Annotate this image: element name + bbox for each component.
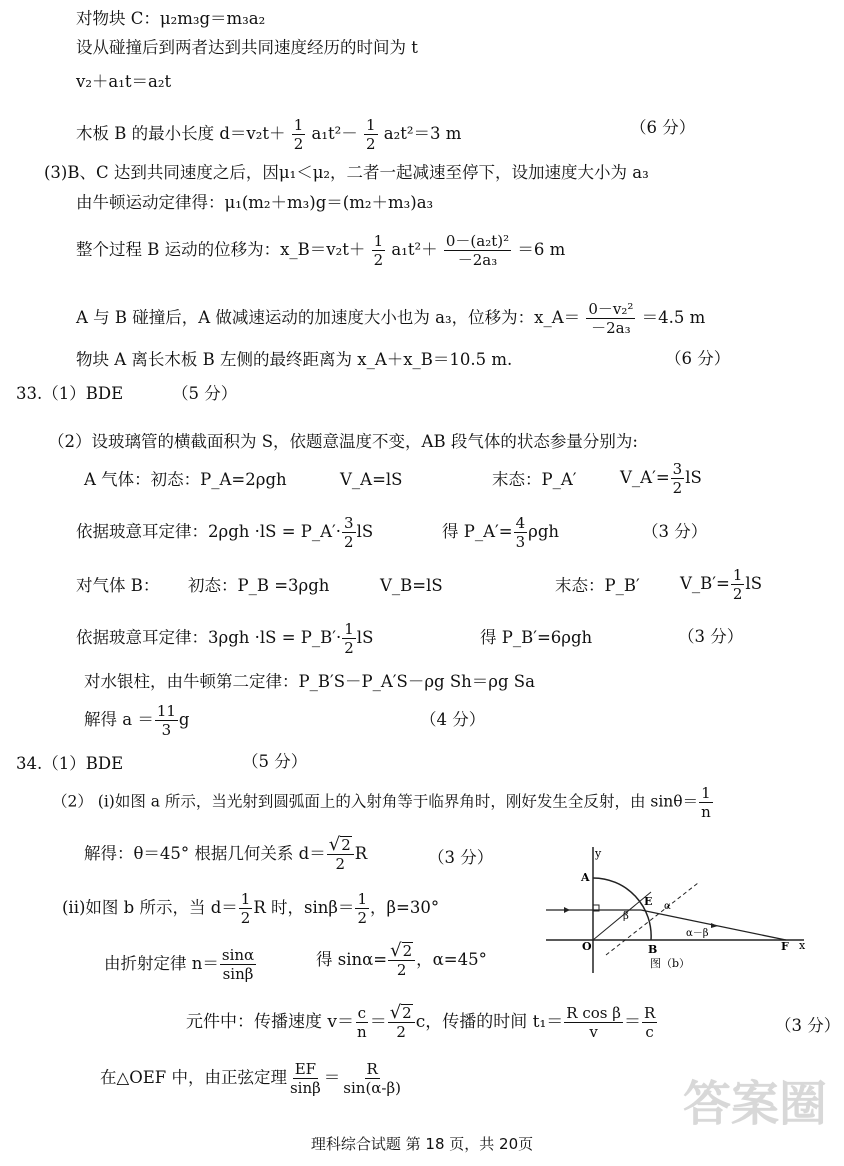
sin-alpha: 得 sinα= √ 2 2 ，α=45° [316,940,487,979]
eq-common-velocity: v₂＋a₁t＝a₂t [76,72,172,91]
frac-v2sq: $\frac{\text{0－v₂²}}{\text{－2a₃}}$ [588,300,634,337]
q33-part2-intro: （2）设玻璃管的横截面积为 S，依题意温度不变，AB 段气体的状态参量分别为: [48,432,638,451]
figure-caption: 图（b） [650,957,691,970]
q34-part2-intro: （2） (i)如图 a 所示，当光射到圆弧面上的入射角等于临界角时，刚好发生全反射，由 sinθ＝ $\frac{1}{n}$ [52,784,711,821]
gas-a-initial: A 气体：初态：P_A=2ρgh [84,470,287,489]
label-alpha-minus-beta: α－β [686,928,709,939]
label-O: O [582,940,592,953]
q34-part1: 34.（1）BDE [16,754,124,773]
result-pb: 得 P_B′=6ρgh [480,628,593,647]
label-x: x [799,939,806,952]
eq-block-c: 对物块 C：μ₂m₃g＝m₃a₂ [76,9,266,28]
score: （3 分） [642,522,708,541]
frac-half: $\frac{1}{2}$ [366,116,376,153]
ray-arrow [564,907,570,913]
arc [593,878,651,940]
propagation: 元件中：传播速度 v＝ $\frac{c}{n}$ ＝ √ 2 2 c，传播的时间 t₁＝ $\frac{\text{R cos β}}{v}$ ＝ $\frac{R}{c}$ [186,1002,656,1041]
gas-a-final: 末态：P_A′ [492,470,577,489]
radius-line [593,892,651,940]
svg-text:答案圈: 答案圈 [683,1076,828,1132]
label-B: B [648,943,658,956]
frac-a2t: $\frac{\text{0－(a₂t)²}}{\text{－2a₃}}$ [445,232,510,269]
score: （6 分） [665,349,731,368]
mercury-column: 对水银柱，由牛顿第二定律：P_B′S－P_A′S－ρg Sh＝ρg Sa [84,672,535,691]
final-distance: 物块 A 离长木板 B 左侧的最终距离为 x_A＋x_B＝10.5 m. [76,350,513,369]
gas-b-volume: V_B=lS [380,576,443,595]
case-ii: (ii)如图 b 所示，当 d＝ $\frac{1}{2}$ R 时，sinβ＝ $\frac{1}{2}$ ，β=30° [62,890,440,927]
solve-a: 解得 a ＝ $\frac{11}{3}$ g [84,702,190,739]
solve-theta: 解得：θ＝45° 根据几何关系 d＝ √ 2 2 R [84,834,368,873]
label-alpha: α [664,901,671,912]
gas-a-volume: V_A=lS [340,470,403,489]
gas-b-final-volume: V_B′= $\frac{1}{2}$ lS [680,566,763,603]
gas-a-final-volume: V_A′= $\frac{3}{2}$ lS [620,460,702,497]
time-setup: 设从碰撞后到两者达到共同速度经历的时间为 t [76,38,418,57]
label-E: E [644,895,653,908]
boyle-b: 依据玻意耳定律：3ρgh ·lS = P_B′· $\frac{1}{2}$ lS [76,620,374,657]
label-A: A [581,871,590,884]
score: （3 分） [428,848,494,867]
min-length-line: 木板 B 的最小长度 d＝v₂t＋ $\frac{1}{2}$ a₁t²－ $\frac{1}{2}$ a₂t²＝3 m [76,116,462,153]
label-F: F [781,940,789,953]
gas-b-final: 末态：P_B′ [555,576,640,595]
boyle-a: 依据玻意耳定律：2ρgh ·lS = P_A′· $\frac{3}{2}$ lS [76,514,374,551]
figure-b [546,843,806,973]
part3-intro: (3)B、C 达到共同速度之后，因μ₁＜μ₂，二者一起减速至停下，设加速度大小为 a₃ [44,163,649,182]
score: （5 分） [242,752,308,771]
score: （3 分） [678,627,744,646]
page-footer: 理科综合试题 第 18 页，共 20页 [310,1135,534,1153]
score: （4 分） [420,710,486,729]
q33-part1: 33.（1）BDE [16,384,124,403]
sine-law: 在△OEF 中，由正弦定理 $\frac{EF}{\sin\beta}$ ＝ $\frac{R}{\sin(\alpha-\beta)}$ [100,1060,402,1097]
frac-half: $\frac{1}{2}$ [293,116,304,153]
gas-b-initial: 初态：P_B =3ρgh [188,576,330,595]
displacement-a: A 与 B 碰撞后，A 做减速运动的加速度大小也为 a₃，位移为：x_A＝ $\frac{\text{0－v₂²}}{\text{－2a₃}}$ ＝4.5 m [76,300,706,337]
gas-b-label: 对气体 B： [76,576,160,595]
label-y: y [595,847,602,860]
score: （6 分） [630,118,696,137]
newton-law: 由牛顿运动定律得：μ₁(m₂＋m₃)g＝(m₂＋m₃)a₃ [76,193,434,212]
score: （3 分） [775,1016,841,1035]
displacement-b: 整个过程 B 运动的位移为：x_B＝v₂t＋ $\frac{1}{2}$ a₁t²＋ $\frac{\text{0－(a₂t)²}}{\text{－2a₃}}$ ＝6 m [76,232,566,269]
result-pa: 得 P_A′= $\frac{4}{3}$ ρgh [442,514,560,551]
label-beta: β [623,911,629,922]
score: （5 分） [172,384,238,403]
refraction-law: 由折射定律 n＝ $\frac{\sin\alpha}{\sin\beta}$ [104,946,255,983]
frac-half: $\frac{1}{2}$ [373,232,384,269]
